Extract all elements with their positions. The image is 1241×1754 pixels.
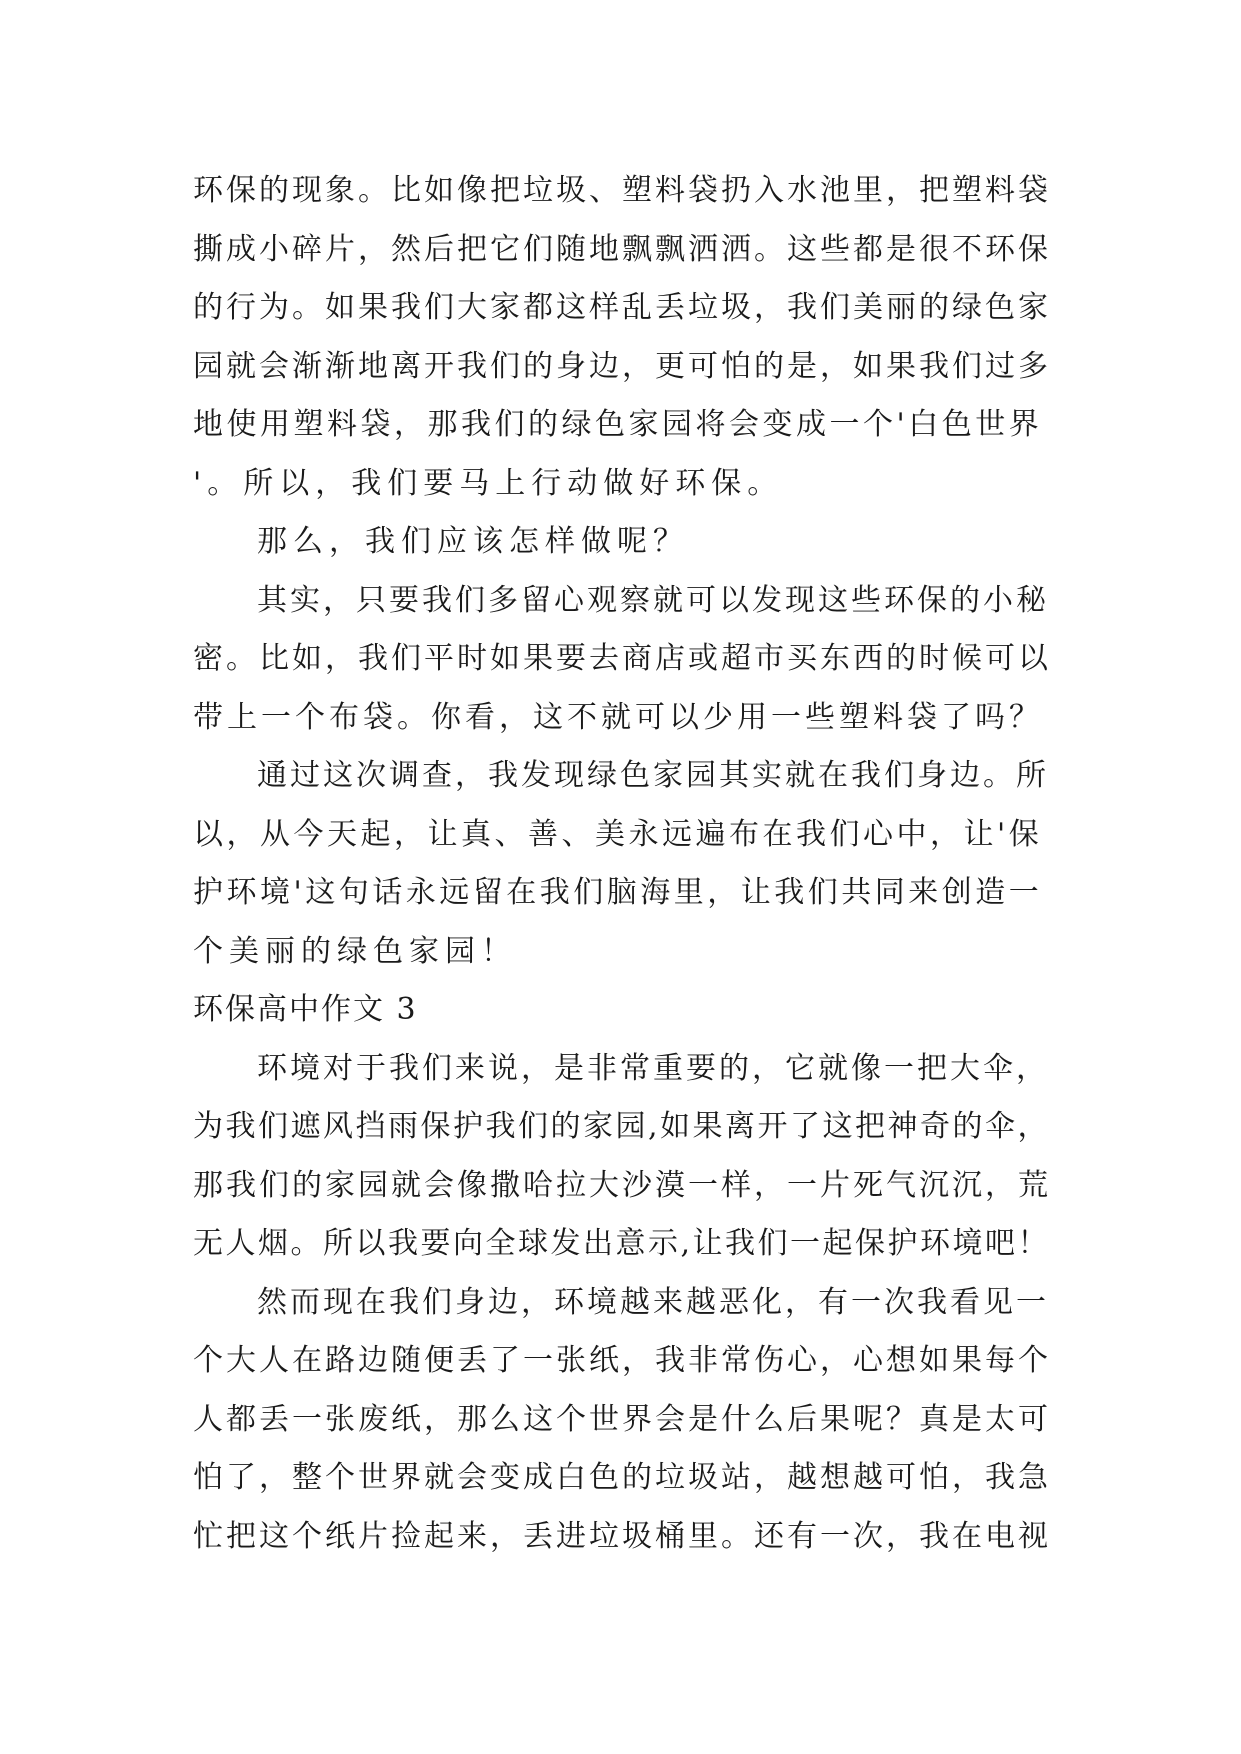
text-line: 的行为。如果我们大家都这样乱丢垃圾，我们美丽的绿色家 (193, 290, 1051, 325)
text-line: 为我们遮风挡雨保护我们的家园,如果离开了这把神奇的伞， (193, 1109, 1051, 1144)
text-line: 园就会渐渐地离开我们的身边，更可怕的是，如果我们过多 (193, 348, 1051, 384)
text-line: 密。比如，我们平时如果要去商店或超市买东西的时候可以 (193, 641, 1051, 676)
text-line: 环保的现象。比如像把垃圾、塑料袋扔入水池里，把塑料袋 (193, 173, 1051, 208)
text-line: 那么，我们应该怎样做呢？ (257, 524, 689, 559)
text-line: 然而现在我们身边，环境越来越恶化，有一次我看见一 (257, 1284, 1049, 1320)
text-line: 忙把这个纸片捡起来，丢进垃圾桶里。还有一次，我在电视 (193, 1518, 1051, 1554)
text-line: 以，从今天起，让真、善、美永远遍布在我们心中，让'保 (193, 816, 1043, 852)
text-line: 通过这次调查，我发现绿色家园其实就在我们身边。所 (257, 758, 1049, 793)
text-line: 其实，只要我们多留心观察就可以发现这些环保的小秘 (257, 582, 1049, 618)
text-line: 环境对于我们来说，是非常重要的，它就像一把大伞， (257, 1050, 1049, 1086)
text-line: 人都丢一张废纸，那么这个世界会是什么后果呢？真是太可 (193, 1401, 1051, 1437)
section-heading: 环保高中作文 3 (193, 992, 418, 1027)
text-line: 带上一个布袋。你看，这不就可以少用一些塑料袋了吗？ (193, 699, 1043, 735)
document-page (193, 162, 1053, 1566)
text-line: 那我们的家园就会像撒哈拉大沙漠一样，一片死气沉沉，荒 (193, 1167, 1051, 1203)
text-line: 无人烟。所以我要向全球发出意示,让我们一起保护环境吧！ (193, 1226, 1051, 1261)
text-line: 撕成小碎片，然后把它们随地飘飘洒洒。这些都是很不环保 (193, 231, 1051, 267)
text-line: 怕了，整个世界就会变成白色的垃圾站，越想越可怕，我急 (193, 1460, 1051, 1495)
text-line: 个美丽的绿色家园！ (193, 933, 517, 969)
text-line: '。所以，我们要马上行动做好环保。 (193, 465, 784, 501)
text-line: 个大人在路边随便丢了一张纸，我非常伤心，心想如果每个 (193, 1343, 1051, 1378)
text-line: 护环境'这句话永远留在我们脑海里，让我们共同来创造一 (193, 875, 1043, 910)
text-line: 地使用塑料袋，那我们的绿色家园将会变成一个'白色世界 (193, 407, 1043, 442)
